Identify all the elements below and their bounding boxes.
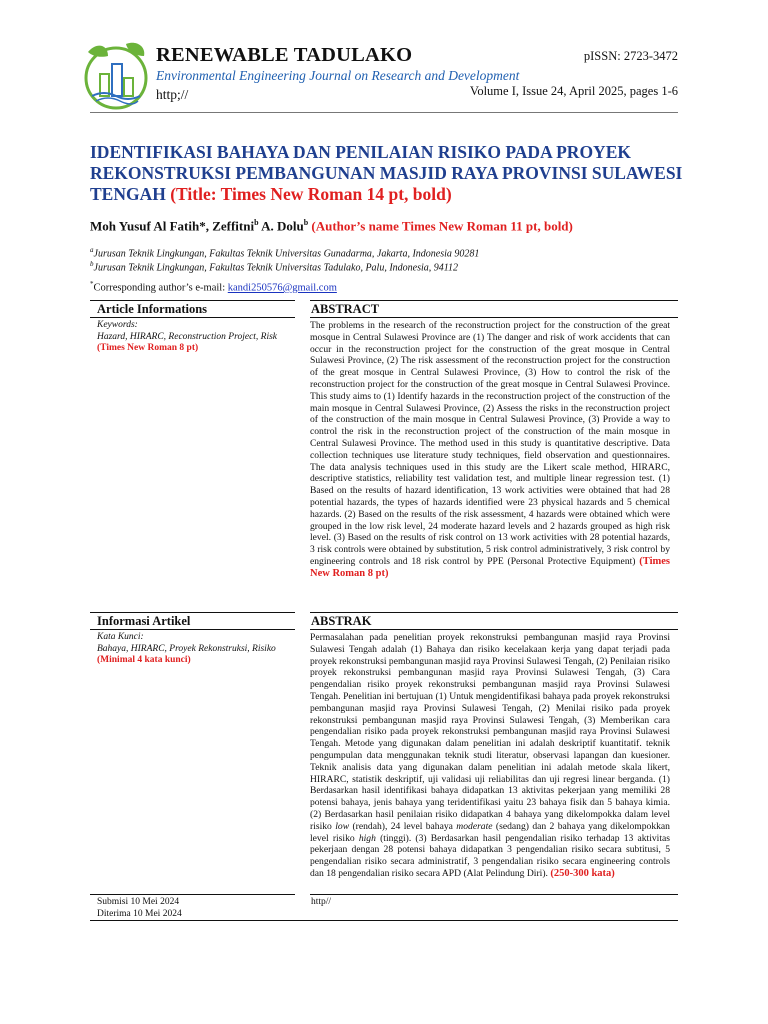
author-format-note: (Author’s name Times New Roman 11 pt, bold) xyxy=(311,218,573,234)
journal-subtitle: Environmental Engineering Journal on Research and Development xyxy=(156,68,520,83)
journal-logo xyxy=(78,38,150,110)
issn: pISSN: 2723-3472 xyxy=(583,49,678,63)
title-text: IDENTIFIKASI BAHAYA DAN PENILAIAN RISIKO PADA PROYEK REKONSTRUKSI PEMBANGUNAN MASJID RAYA PROVINSI SULAWESI TENGAH xyxy=(90,142,683,204)
info-rule-bottom xyxy=(90,317,295,318)
submission-date: Submisi 10 Mei 2024 xyxy=(97,897,180,907)
abstrak-heading: ABSTRAK xyxy=(311,614,372,628)
author-sup-2: b xyxy=(303,218,309,227)
abstract-rule-bottom xyxy=(310,317,678,318)
affiliation-a: $^a$Jurusan Teknik Lingkungan, Fakultas Teknik Universitas Gunadarma, Jakarta, Indonesia 90281 xyxy=(90,246,480,260)
title-format-note: (Title: Times New Roman 14 pt, bold) xyxy=(170,184,452,204)
corresponding-email-link[interactable]: kandi250576@gmail.com xyxy=(227,282,337,294)
accepted-date: Diterima 10 Mei 2024 xyxy=(97,909,182,919)
abstrak-format-note: (250-300 kata) xyxy=(550,867,615,879)
corresponding-author: *Corresponding author’s e-mail: kandi250576@gmail.com xyxy=(90,280,337,294)
keywords-format-note: (Times New Roman 8 pt) xyxy=(97,343,199,353)
author-sup-1: b xyxy=(254,218,259,227)
abstrak-rule-top xyxy=(310,612,678,613)
article-title xyxy=(90,142,690,205)
keywords-label: Keywords: xyxy=(97,320,138,330)
keywords-list: Hazard, HIRARC, Reconstruction Project, Risk xyxy=(97,331,278,342)
kata-kunci-block xyxy=(97,632,287,667)
keywords-block xyxy=(97,320,287,355)
author-line xyxy=(90,218,573,234)
doi-rule-top xyxy=(310,894,678,895)
info-id-rule-top xyxy=(90,612,295,613)
abstract-heading: ABSTRACT xyxy=(311,302,380,316)
abstrak-rule-bottom xyxy=(310,629,678,630)
journal-name: RENEWABLE TADULAKO xyxy=(156,44,413,66)
dates-rule-top xyxy=(90,894,295,895)
article-info-heading: Article Informations xyxy=(97,302,208,316)
kata-kunci-list: Bahaya, HIRARC, Proyek Rekonstruksi, Risiko xyxy=(97,643,276,654)
table-bottom-rule xyxy=(90,920,678,921)
informasi-artikel-heading: Informasi Artikel xyxy=(97,614,191,628)
abstract-rule-top xyxy=(310,300,678,301)
dates-block xyxy=(97,896,182,920)
volume-info: Volume I, Issue 24, April 2025, pages 1-6 xyxy=(469,84,678,98)
abstract-text: The problems in the research of the reconstruction project for the construction of the great mosque in Central Sulawesi Province are (1) The danger and risk of work accidents that can occur in the reconstruction project for the construction of the great mosque in Central Sulawesi Province, (2) The risk assessment of the reconstruction project for the construction of the great mosque in Central Sulawesi Province, (3) How to control the risk of the reconstruction project for the construction of the great mosque in Central Sulawesi Province. This study aims to (1) Identify hazards in the reconstruction project of the construction of the main mosque in Central Sulawesi Province, (2) Assess the risks in the reconstruction project of the construction of the main mosque in Central Sulawesi Province, (3) Provide a way to control the risk in the reconstruction project of the construction of the main mosque in Central Sulawesi Province. The method used in this study is quantitative descriptive. Data collection techniques use literature study techniques, field observation and questionnaires. The data analysis techniques used in this study are the Likert scale method, HIRARC, descriptive statistics, reliability test validation test, and multiple linear regression test. (1) Based on the results of hazard identification, 13 work activities were obtained that had 28 potential hazards, the types of hazards identified were 23 physical hazards and 5 chemical hazards. (2) Based on the results of the risk assessment, 4 hazards were obtained which were grouped in the low risk level, 24 moderate hazard levels and 2 hazards grouped as high risk level. (3) Based on the results of risk control on 13 work activities with 28 potential hazards, 3 risk controls were obtained by substitution, 5 risk control administratively, 3 risk control by engineering controls and 18 risk control by PPE (Personal Protective Equipment) xyxy=(310,320,670,567)
doi-link[interactable]: http// xyxy=(311,897,332,907)
abstract-format-note: (Times New Roman 8 pt) xyxy=(310,555,670,579)
affiliation-b: $^b$Jurusan Teknik Lingkungan, Fakultas Teknik Universitas Tadulako, Palu, Indonesia, 94112 xyxy=(90,260,459,274)
kata-kunci-label: Kata Kunci: xyxy=(97,632,144,642)
author-names-1: Moh Yusuf Al Fatih*, Zeffitni xyxy=(90,218,255,234)
info-rule-top xyxy=(90,300,295,301)
author-names-2: A. Dolu xyxy=(258,218,304,234)
header-divider xyxy=(90,112,678,113)
corresponding-label: Corresponding author’s e-mail: xyxy=(93,282,228,294)
info-id-rule-bottom xyxy=(90,629,295,630)
journal-url: http;// xyxy=(156,87,189,102)
kata-kunci-format-note: (Minimal 4 kata kunci) xyxy=(97,655,191,665)
abstrak-body: Permasalahan pada penelitian proyek rekonstruksi pembangunan masjid raya Provinsi Sulawesi Tengah adalah (1) Bahaya dan risiko kecelakaan kerja yang dapat terjadi pada proyek rekonstruksi pembangunan masjid raya Provinsi Sulawesi Tengah, (2) Penilaian risiko proyek rekonstruksi pembangunan masjid raya Provinsi Sulawesi Tengah, (3) Cara pengendalian risiko proyek rekonstruksi pembangunan masjid raya Provinsi Sulawesi Tengah. Penelitian ini bertujuan (1) Untuk mengidentifikasi bahaya pada proyek rekonstruksi pembangunan masjid raya Provinsi Sulawesi Tengah, (2) Menilai risiko pada proyek rekonstruksi pembangunan masjid raya Provinsi Sulawesi Tengah, (3) Memberikan cara pengendalian risiko pada proyek rekonstruksi pembangunan masjid raya Provinsi Sulawesi Tengah. Metode yang digunakan dalam penelitian ini adalah deskriptif kuantitatif. teknik pengumpulan data menggunakan teknik studi literatur, observasi lapangan dan kuesioner. Teknik analisis data yang digunakan dalam penelitian ini adalah metode skala likert, HIRARC, statistik deskriptif, uji validasi uji reliabilitas dan uji regresi linear berganda. (1) Berdasarkan hasil identifikasi bahaya didapatkan 13 aktivitas pekerjaan yang memiliki 28 potensi bahaya, jenis bahaya yang teridentifikasi yaitu 23 bahaya fisik dan 5 bahaya kimia. (2) Berdasarkan hasil penilaian risiko didapatkan 4 bahaya yang dikelompokka dalam level risiko low (rendah), 24 level bahaya moderate (sedang) dan 2 bahaya yang dikelompokkan level risiko high (tinggi). (3) Berdasarkan hasil pengendalian risiko terhadap 13 aktivitas pekerjaan dengan 28 potensi bahaya didapatkan 3 pengendalian risiko secara subtitusi, 5 pengendalian risiko secara administratif, 3 pengendalian risiko secara engineering controls dan 18 pengendalian risiko secara APD (Alat Pelindung Diri). (250-300 kata) xyxy=(310,632,670,879)
abstract-body xyxy=(310,320,670,580)
